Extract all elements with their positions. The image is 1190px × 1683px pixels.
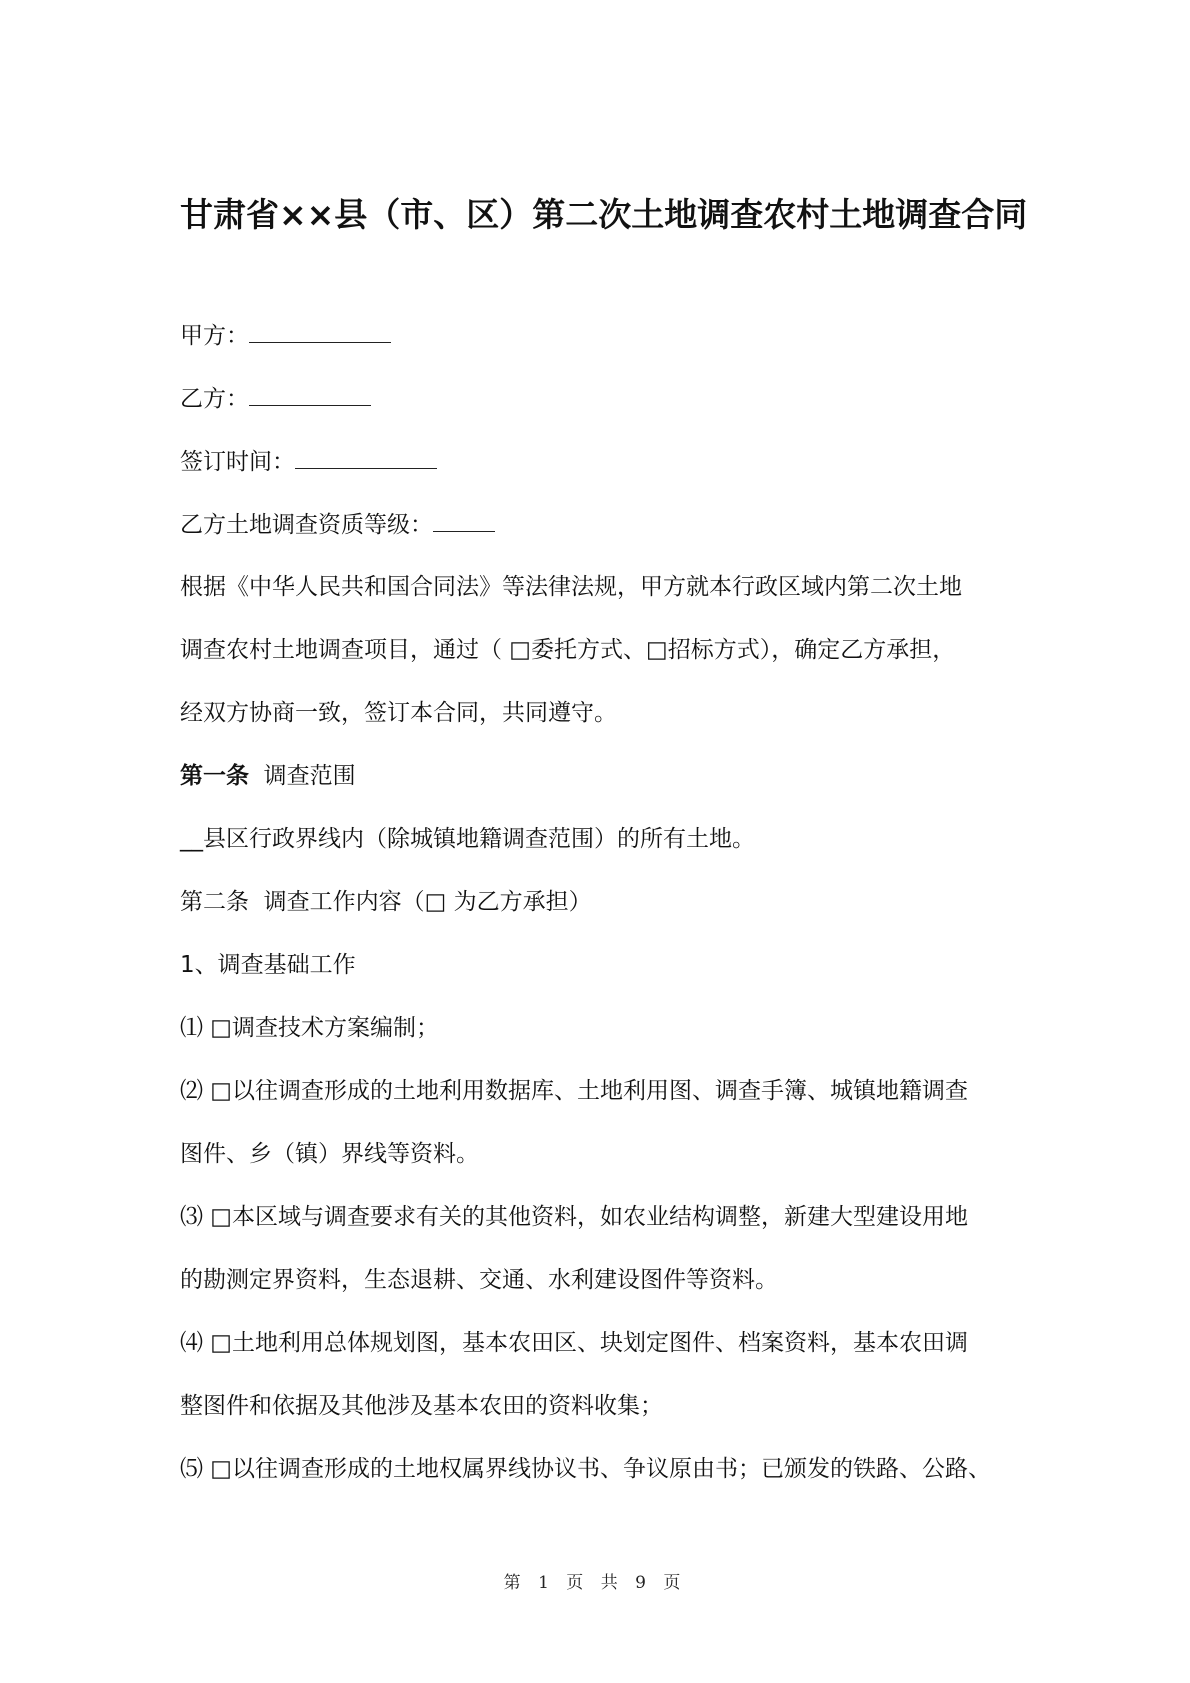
sign-time-field (180, 438, 1020, 501)
party-b-label: 乙方： (180, 386, 249, 412)
preamble-line: 调查农村土地调查项目，通过（ □委托方式、□招标方式），确定乙方承担， (180, 637, 956, 663)
list-item: ⑴ □调查技术方案编制； (180, 1015, 440, 1041)
article-1-heading (180, 753, 1020, 816)
document-title: 甘肃省××县（市、区）第二次土地调查农村土地调查合同 (180, 195, 1028, 234)
qualification-blank[interactable] (433, 501, 495, 532)
party-a-field (180, 312, 1020, 375)
sign-time-blank[interactable] (295, 438, 437, 469)
article-2-title: 调查工作内容（□ 为乙方承担） (263, 889, 592, 915)
list-item: 整图件和依据及其他涉及基本农田的资料收集； (180, 1393, 663, 1419)
article-1-label: 第一条 (180, 763, 249, 789)
party-b-field (180, 375, 1020, 438)
list-item: 图件、乡（镇）界线等资料。 (180, 1141, 479, 1167)
qualification-field (180, 501, 1020, 564)
article-2-heading (180, 879, 1020, 942)
party-b-blank[interactable] (249, 375, 371, 406)
article-2-label: 第二条 (180, 889, 249, 915)
section-1-title: 1、调查基础工作 (180, 952, 356, 978)
list-item: 的勘测定界资料，生态退耕、交通、水利建设图件等资料。 (180, 1267, 778, 1293)
preamble-line: 经双方协商一致，签订本合同，共同遵守。 (180, 700, 617, 726)
list-item: ⑷ □土地利用总体规划图，基本农田区、块划定图件、档案资料，基本农田调 (180, 1330, 969, 1356)
party-a-label: 甲方： (180, 323, 249, 349)
article-1-title: 调查范围 (263, 763, 356, 789)
preamble-line: 根据《中华人民共和国合同法》等法律法规，甲方就本行政区域内第二次土地 (180, 574, 962, 600)
document-body (180, 312, 1020, 1509)
page-footer: 第 1 页 共 9 页 (503, 1573, 687, 1593)
qualification-label: 乙方土地调查资质等级： (180, 512, 433, 538)
list-item: ⑵ □以往调查形成的土地利用数据库、土地利用图、调查手簿、城镇地籍调查 (180, 1078, 969, 1104)
list-item: ⑶ □本区域与调查要求有关的其他资料，如农业结构调整，新建大型建设用地 (180, 1204, 969, 1230)
party-a-blank[interactable] (249, 312, 391, 343)
article-1-text: __县区行政界线内（除城镇地籍调查范围）的所有土地。 (180, 826, 755, 852)
sign-time-label: 签订时间： (180, 449, 295, 475)
list-item: ⑸ □以往调查形成的土地权属界线协议书、争议原由书；已颁发的铁路、公路、 (180, 1456, 992, 1482)
